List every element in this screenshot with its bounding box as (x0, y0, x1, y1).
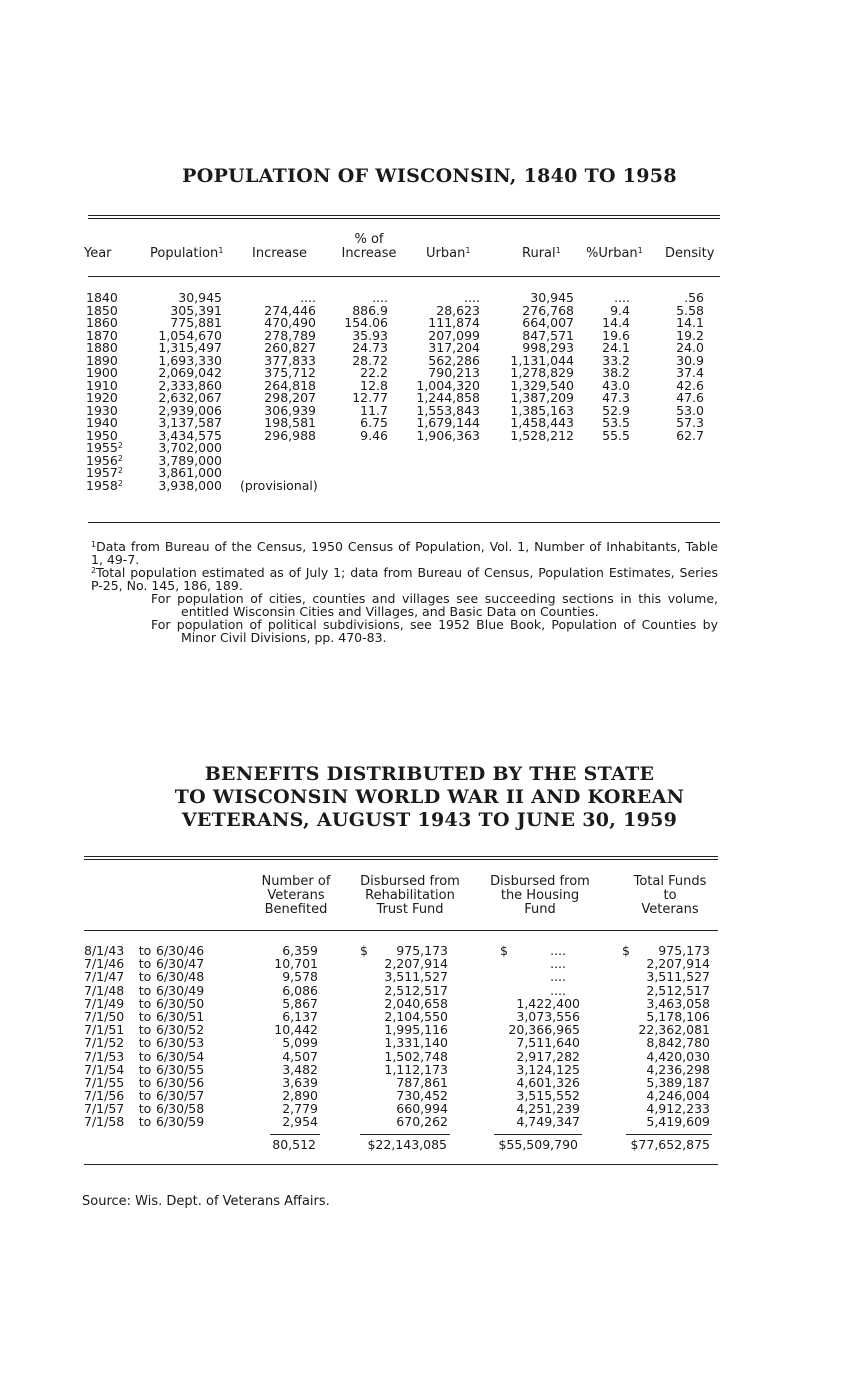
population-cell-rural (488, 442, 574, 455)
housing-total-rule (494, 1134, 582, 1135)
header-housing-fund: Disbursed from the Housing Fund (490, 874, 590, 917)
population-cell-rural: 1,458,443 (510, 415, 574, 430)
population-cell-pct: 28.72 (352, 352, 388, 368)
housing-column (480, 944, 580, 1129)
rehab-total: $22,143,085 (367, 1137, 447, 1152)
header-population: Population$^1$ (150, 246, 224, 261)
population-cell-urban: 207,099 (428, 327, 480, 343)
population-cell-pct: 12.77 (352, 390, 388, 405)
population-cell-rural: 1,385,163 (510, 402, 574, 418)
population-cell-increase: 377,833 (264, 352, 316, 368)
benefits-header-rule (84, 930, 718, 931)
population-cell-increase: 278,789 (264, 327, 316, 343)
population-cell-year: 1940 (86, 415, 118, 430)
population-cell-urban: 1,244,858 (416, 390, 480, 405)
housing-cell: 4,601,326 (516, 1074, 580, 1090)
footnotes (91, 540, 718, 644)
period-cell: 7/1/56 to 6/30/57 (84, 1088, 205, 1104)
housing-cell: 4,749,347 (516, 1114, 580, 1130)
total-total: $77,652,875 (630, 1137, 710, 1152)
population-cell-pct_urban: 33.2 (602, 352, 630, 368)
population-cell-year: 1957$^2$ (86, 465, 123, 480)
veterans-cell: 4,507 (282, 1048, 318, 1064)
header-pct-increase: % of Increase (341, 232, 397, 261)
population-cell-population: 775,881 (170, 315, 222, 330)
population-cell-rural: 1,329,540 (510, 377, 574, 393)
header-pct-urban: %Urban$^1$ (586, 246, 643, 261)
period-cell: 7/1/53 to 6/30/54 (84, 1048, 205, 1064)
housing-cell: $ .... (500, 943, 566, 958)
population-cell-density: 5.58 (676, 302, 704, 318)
population-cell-pct (326, 455, 388, 468)
total-cell: 4,246,004 (646, 1088, 710, 1104)
veterans-cell: 3,482 (282, 1061, 318, 1077)
population-cell-urban: 111,874 (428, 315, 480, 330)
population-cell-population: 3,434,575 (158, 427, 222, 443)
population-cell-urban: 28,623 (436, 302, 480, 318)
population-cell-density (650, 455, 704, 468)
benefits-title: BENEFITS DISTRIBUTED BY THE STATE TO WISCONSIN WORLD WAR II AND KOREAN VETERANS, AUGUST 1943 TO JUNE 30, 1959 (174, 763, 685, 831)
footnote-see-subdivisions: For population of political subdivisions, see 1952 Blue Book, Population of Counties by Minor Civil Divisions, pp. 470-83. (151, 617, 718, 645)
population-cell-pct (326, 442, 388, 455)
rehab-total-rule (360, 1134, 450, 1135)
population-cell-rural: 847,571 (522, 327, 574, 343)
population-cell-population: 3,789,000 (158, 452, 222, 468)
population-cell-increase: 260,827 (264, 340, 316, 355)
population-cell-rural (488, 480, 574, 493)
period-cell: 7/1/49 to 6/30/50 (84, 995, 205, 1011)
population-cell-pct_urban: 43.0 (602, 377, 630, 393)
population-cell-year: 1958$^2$ (86, 477, 123, 493)
veterans-cell: 6,359 (282, 943, 318, 958)
population-cell-density: 24.0 (676, 340, 704, 355)
population-cell-year: 1900 (86, 365, 118, 380)
population-cell-pct_urban: 55.5 (602, 427, 630, 443)
veterans-cell: 9,578 (282, 969, 318, 985)
population-cell-increase: 375,712 (264, 365, 316, 380)
population-cell-urban: 1,906,363 (416, 427, 480, 443)
veterans-cell: 2,954 (282, 1114, 318, 1130)
population-cell-rural: 998,293 (522, 340, 574, 355)
population-cell-urban: 790,213 (428, 365, 480, 380)
rehab-cell: 2,512,517 (384, 982, 448, 998)
population-cell-rural: 276,768 (522, 302, 574, 318)
population-cell-urban: 562,286 (428, 352, 480, 368)
veterans-cell: 6,086 (282, 982, 318, 998)
housing-total: $55,509,790 (498, 1137, 578, 1152)
source-note: Source: Wis. Dept. of Veterans Affairs. (82, 1194, 330, 1209)
header-year: Year (84, 246, 112, 261)
total-cell: 22,362,081 (638, 1022, 710, 1038)
population-cell-rural: 1,278,829 (510, 365, 574, 380)
rehab-cell: 2,040,658 (384, 995, 448, 1011)
population-cell-increase: 296,988 (264, 427, 316, 443)
population-cell-year: 1870 (86, 327, 118, 343)
population-cell-year: 1890 (86, 352, 118, 368)
population-cell-increase: 198,581 (264, 415, 316, 430)
population-cell-pct: 12.8 (360, 377, 388, 393)
population-cell-pct_urban (580, 442, 630, 455)
housing-cell: 3,124,125 (516, 1061, 580, 1077)
population-cell-population: 3,861,000 (158, 465, 222, 480)
rehab-cell: 3,511,527 (384, 969, 448, 985)
population-cell-pct: 9.46 (360, 427, 388, 443)
population-cell-population: 30,945 (178, 290, 222, 305)
population-cell-increase (240, 442, 316, 455)
housing-cell: 4,251,239 (516, 1101, 580, 1117)
population-cell-increase: 306,939 (264, 402, 316, 418)
period-cell: 7/1/54 to 6/30/55 (84, 1061, 205, 1077)
footnote-see-cities: For population of cities, counties and villages see succeeding sections in this volume, entitled Wisconsin Cities and Villages, and Basic Data on Counties. (151, 591, 718, 619)
population-cell-pct_urban: 9.4 (610, 302, 630, 318)
rehab-cell: 2,207,914 (384, 956, 448, 972)
rehab-cell: 660,994 (396, 1101, 448, 1117)
population-cell-density: 53.0 (676, 402, 704, 418)
population-cell-year: 1840 (86, 290, 118, 305)
total-cell: 2,207,914 (646, 956, 710, 972)
period-cell: 7/1/50 to 6/30/51 (84, 1008, 205, 1024)
header-rehab-fund: Disbursed from Rehabilitation Trust Fund (360, 874, 460, 917)
population-cell-year: 1950 (86, 427, 118, 443)
rehab-cell: 1,502,748 (384, 1048, 448, 1064)
population-cell-year: 1880 (86, 340, 118, 355)
population-cell-density (650, 442, 704, 455)
veterans-cell: 10,442 (274, 1022, 318, 1038)
housing-cell: .... (550, 969, 566, 985)
population-cell-year: 1850 (86, 302, 118, 318)
population-column (140, 292, 222, 492)
footnote-2: $^2$Total population estimated as of July 1; data from Bureau of Census, Population Estimates, Series P-25, No. 145, 186, 189. (91, 565, 718, 593)
header-urban: Urban$^1$ (426, 246, 471, 261)
population-cell-rural: 30,945 (530, 290, 574, 305)
population-cell-pct_urban: 38.2 (602, 365, 630, 380)
total-cell: $ 975,173 (622, 943, 710, 958)
period-cell: 7/1/55 to 6/30/56 (84, 1074, 205, 1090)
population-cell-urban (398, 480, 480, 493)
veterans-total: 80,512 (272, 1137, 316, 1152)
population-cell-density: 37.4 (676, 365, 704, 380)
population-cell-pct (326, 480, 388, 493)
population-cell-increase: 264,818 (264, 377, 316, 393)
benefits-top-rule (84, 856, 718, 860)
dollar-sign: $ (360, 943, 368, 958)
housing-cell: 2,917,282 (516, 1048, 580, 1064)
population-cell-urban: 317,204 (428, 340, 480, 355)
total-cell: 8,842,780 (646, 1035, 710, 1051)
total-cell: 4,420,030 (646, 1048, 710, 1064)
veterans-total-rule (270, 1134, 320, 1135)
population-cell-year: 1930 (86, 402, 118, 418)
population-cell-pct_urban: .... (614, 290, 630, 305)
population-cell-increase (240, 455, 316, 468)
population-cell-urban (398, 442, 480, 455)
housing-cell: 20,366,965 (508, 1022, 580, 1038)
population-cell-population: 1,693,330 (158, 352, 222, 368)
total-cell: 3,463,058 (646, 995, 710, 1011)
population-cell-pct: 11.7 (360, 402, 388, 418)
population-cell-population: 3,702,000 (158, 440, 222, 455)
population-cell-pct_urban (580, 467, 630, 480)
population-cell-year: 1920 (86, 390, 118, 405)
header-total-funds: Total Funds to Veterans (633, 874, 707, 917)
rehab-cell: 670,262 (396, 1114, 448, 1130)
population-cell-pct_urban: 47.3 (602, 390, 630, 405)
total-cell: 4,912,233 (646, 1101, 710, 1117)
population-cell-rural: 1,528,212 (510, 427, 574, 443)
header-density: Density (665, 246, 715, 261)
population-cell-pct_urban (580, 455, 630, 468)
rehab-cell: 787,861 (396, 1074, 448, 1090)
population-cell-population: 2,632,067 (158, 390, 222, 405)
table-top-rule (88, 215, 720, 219)
population-cell-pct: 22.2 (360, 365, 388, 380)
header-rural: Rural$^1$ (522, 246, 561, 261)
total-cell: 5,178,106 (646, 1008, 710, 1024)
population-cell-year: 1955$^2$ (86, 440, 123, 455)
rehab-cell: 1,995,116 (384, 1022, 448, 1038)
population-cell-pct_urban: 19.6 (602, 327, 630, 343)
population-cell-density: 19.2 (676, 327, 704, 343)
population-cell-rural: 1,387,209 (510, 390, 574, 405)
population-cell-population: 2,939,006 (158, 402, 222, 418)
population-cell-population: 2,069,042 (158, 365, 222, 380)
year-column (86, 292, 136, 492)
veterans-cell: 2,890 (282, 1088, 318, 1104)
housing-cell: .... (550, 982, 566, 998)
population-cell-pct: 35.93 (352, 327, 388, 343)
population-cell-increase: (provisional) (240, 477, 318, 493)
population-cell-pct: 154.06 (344, 315, 388, 330)
population-cell-urban: .... (464, 290, 480, 305)
population-cell-rural: 1,131,044 (510, 352, 574, 368)
rehab-cell: $ 975,173 (360, 943, 448, 958)
period-cell: 7/1/57 to 6/30/58 (84, 1101, 205, 1117)
benefits-bottom-rule (84, 1164, 718, 1165)
housing-cell: 7,511,640 (516, 1035, 580, 1051)
table-bottom-rule (88, 522, 720, 523)
population-cell-density (650, 467, 704, 480)
population-cell-urban: 1,553,843 (416, 402, 480, 418)
total-cell: 5,419,609 (646, 1114, 710, 1130)
veterans-cell: 6,137 (282, 1008, 318, 1024)
population-cell-pct_urban: 53.5 (602, 415, 630, 430)
total-total-rule (626, 1134, 712, 1135)
rural-column (488, 292, 574, 492)
rehab-cell: 1,112,173 (384, 1061, 448, 1077)
period-cell: 8/1/43 to 6/30/46 (84, 943, 205, 958)
population-cell-rural (488, 467, 574, 480)
footnote-1: $^1$Data from Bureau of the Census, 1950 Census of Population, Vol. 1, Number of Inhabitants, Table 1, 49-7. (91, 539, 718, 567)
population-cell-population: 1,054,670 (158, 327, 222, 343)
period-cell: 7/1/46 to 6/30/47 (84, 956, 205, 972)
population-cell-pct: 886.9 (352, 302, 388, 318)
veterans-cell: 2,779 (282, 1101, 318, 1117)
veterans-cell: 3,639 (282, 1074, 318, 1090)
total-cell: 4,236,298 (646, 1061, 710, 1077)
period-cell: 7/1/47 to 6/30/48 (84, 969, 205, 985)
population-cell-population: 1,315,497 (158, 340, 222, 355)
population-cell-increase: .... (300, 290, 316, 305)
population-cell-urban: 1,004,320 (416, 377, 480, 393)
dollar-sign: $ (622, 943, 630, 958)
population-cell-urban: 1,679,144 (416, 415, 480, 430)
rehab-cell: 730,452 (396, 1088, 448, 1104)
veterans-cell: 5,099 (282, 1035, 318, 1051)
period-column (84, 944, 254, 1129)
population-cell-urban (398, 455, 480, 468)
housing-cell: 1,422,400 (516, 995, 580, 1011)
population-cell-density: 14.1 (676, 315, 704, 330)
veterans-cell: 10,701 (274, 956, 318, 972)
header-veterans-benefited: Number of Veterans Benefited (261, 874, 331, 917)
population-title: POPULATION OF WISCONSIN, 1840 TO 1958 (182, 165, 677, 187)
population-cell-year: 1956$^2$ (86, 452, 123, 468)
population-cell-population: 3,938,000 (158, 477, 222, 493)
housing-cell: 3,073,556 (516, 1008, 580, 1024)
population-cell-density (650, 480, 704, 493)
population-cell-population: 2,333,860 (158, 377, 222, 393)
urban-column (398, 292, 480, 492)
population-cell-density: .56 (684, 290, 704, 305)
population-cell-increase: 470,490 (264, 315, 316, 330)
population-cell-pct: 6.75 (360, 415, 388, 430)
population-cell-increase: 298,207 (264, 390, 316, 405)
population-cell-density: 57.3 (676, 415, 704, 430)
density-column (650, 292, 704, 492)
population-cell-density: 42.6 (676, 377, 704, 393)
population-cell-pct_urban: 52.9 (602, 402, 630, 418)
population-cell-urban (398, 467, 480, 480)
population-cell-rural (488, 455, 574, 468)
rehab-cell: 2,104,550 (384, 1008, 448, 1024)
total-cell: 2,512,517 (646, 982, 710, 998)
veterans-cell: 5,867 (282, 995, 318, 1011)
population-cell-pct: .... (372, 290, 388, 305)
population-cell-pct (326, 467, 388, 480)
population-cell-increase: 274,446 (264, 302, 316, 318)
housing-cell: .... (550, 956, 566, 972)
header-increase: Increase (252, 246, 308, 261)
population-cell-density: 30.9 (676, 352, 704, 368)
rehab-cell: 1,331,140 (384, 1035, 448, 1051)
population-cell-rural: 664,007 (522, 315, 574, 330)
population-cell-density: 62.7 (676, 427, 704, 443)
population-cell-year: 1860 (86, 315, 118, 330)
population-cell-population: 3,137,587 (158, 415, 222, 430)
population-cell-density: 47.6 (676, 390, 704, 405)
housing-cell: 3,515,552 (516, 1088, 580, 1104)
population-cell-pct: 24.73 (352, 340, 388, 355)
period-cell: 7/1/48 to 6/30/49 (84, 982, 205, 998)
period-cell: 7/1/52 to 6/30/53 (84, 1035, 205, 1051)
period-cell: 7/1/51 to 6/30/52 (84, 1022, 205, 1038)
population-cell-pct_urban: 24.1 (602, 340, 630, 355)
population-cell-population: 305,391 (170, 302, 222, 318)
period-cell: 7/1/58 to 6/30/59 (84, 1114, 205, 1130)
rehab-column (350, 944, 448, 1129)
total-cell: 3,511,527 (646, 969, 710, 985)
pct-increase-column (326, 292, 388, 492)
total-column (612, 944, 710, 1129)
total-cell: 5,389,187 (646, 1074, 710, 1090)
population-cell-pct_urban: 14.4 (602, 315, 630, 330)
veterans-column (250, 944, 318, 1129)
dollar-sign: $ (500, 943, 508, 958)
population-cell-year: 1910 (86, 377, 118, 393)
pct-urban-column (580, 292, 630, 492)
header-rule (88, 276, 720, 277)
increase-column (240, 292, 316, 492)
population-cell-pct_urban (580, 480, 630, 493)
